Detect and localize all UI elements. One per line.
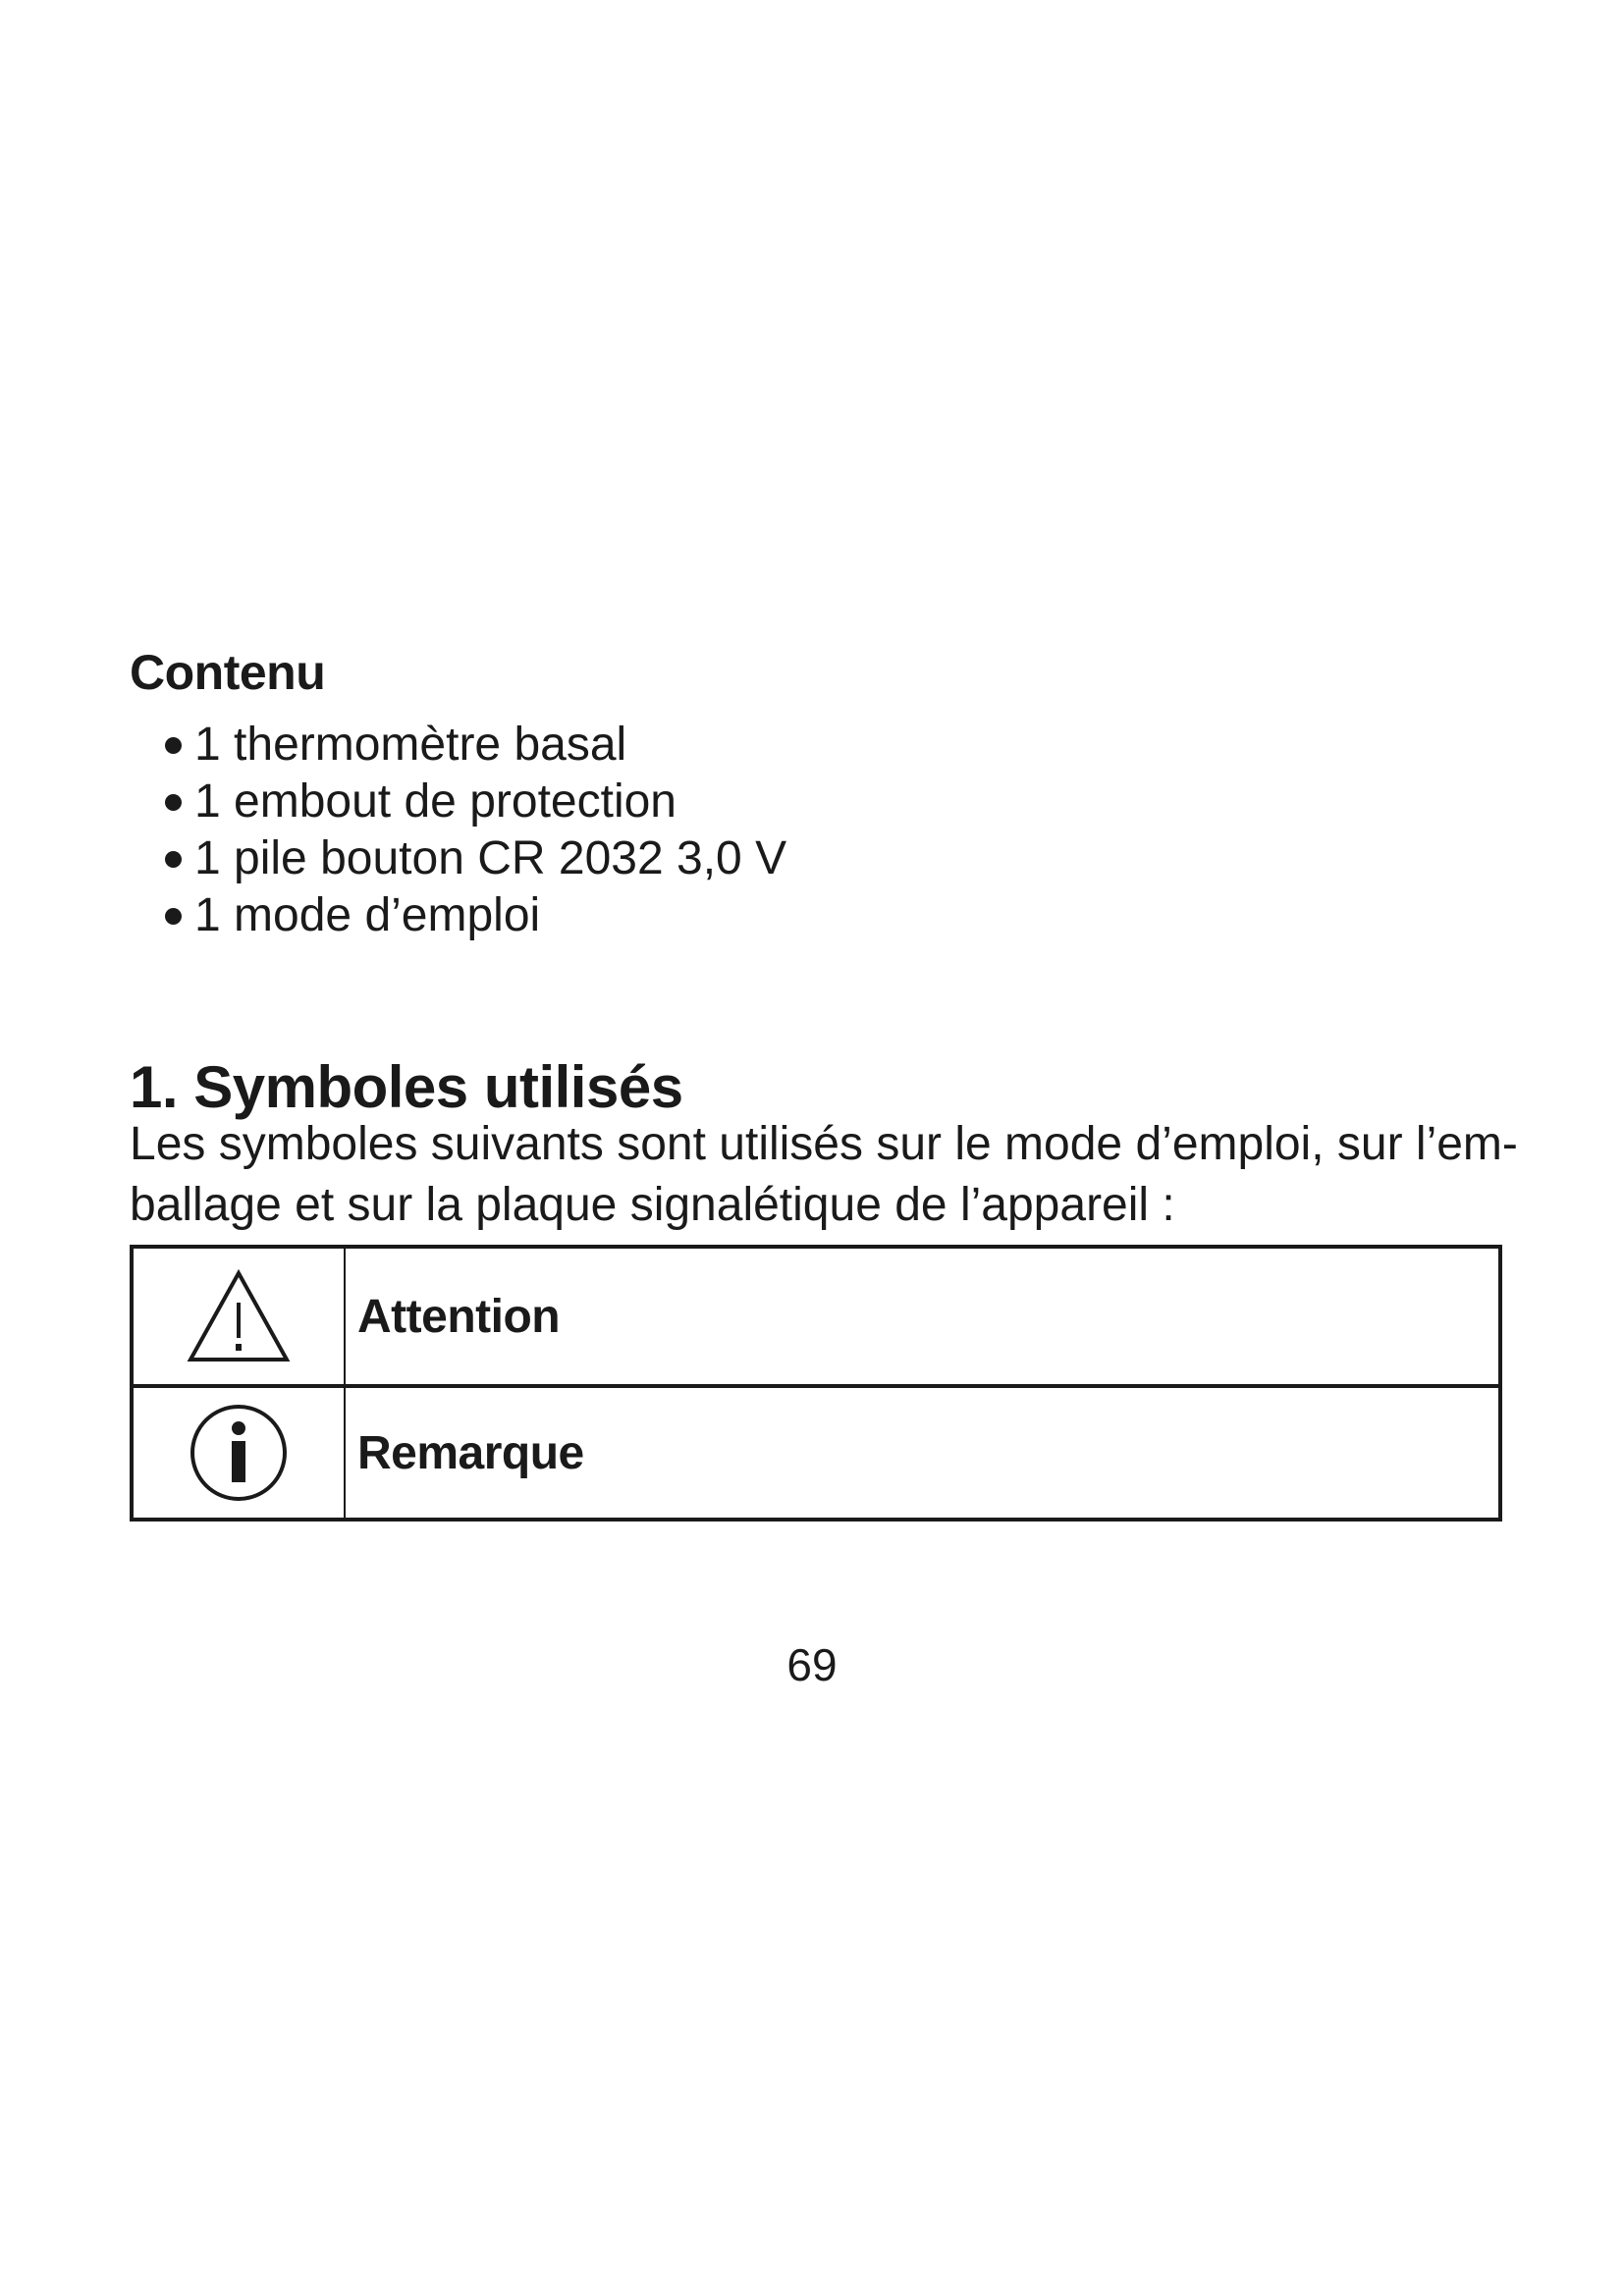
info-circle-icon	[188, 1402, 290, 1504]
list-item	[165, 887, 786, 944]
list-item-text: 1 embout de protection	[194, 775, 677, 828]
symbol-label: Attention	[345, 1247, 1500, 1386]
list-item-text: 1 thermomètre basal	[194, 719, 627, 771]
list-item-text: 1 mode d’emploi	[194, 889, 541, 941]
table-row	[132, 1386, 1500, 1520]
symbol-cell	[132, 1247, 345, 1386]
list-item-text: 1 pile bouton CR 2032 3,0 V	[194, 832, 787, 884]
intro-line: Les symboles suivants sont utilisés sur le mode d’emploi, sur l’em-	[130, 1118, 1518, 1170]
list-item	[165, 830, 786, 887]
contents-heading: Contenu	[130, 645, 326, 700]
bullet-icon	[165, 737, 182, 754]
intro-line: ballage et sur la plaque signalétique de l’appareil :	[130, 1179, 1175, 1231]
bullet-icon	[165, 851, 182, 868]
symbols-table	[130, 1245, 1502, 1522]
list-item	[165, 717, 786, 774]
warning-triangle-icon	[185, 1267, 293, 1365]
section-heading: 1. Symboles utilisés	[130, 1054, 683, 1120]
symbol-label: Remarque	[345, 1386, 1500, 1520]
section-intro	[130, 1114, 1518, 1236]
page-number: 69	[786, 1639, 838, 1690]
bullet-icon	[165, 908, 182, 925]
symbol-cell	[132, 1386, 345, 1520]
table-row	[132, 1247, 1500, 1386]
contents-list	[165, 717, 786, 944]
list-item	[165, 774, 786, 830]
bullet-icon	[165, 794, 182, 811]
